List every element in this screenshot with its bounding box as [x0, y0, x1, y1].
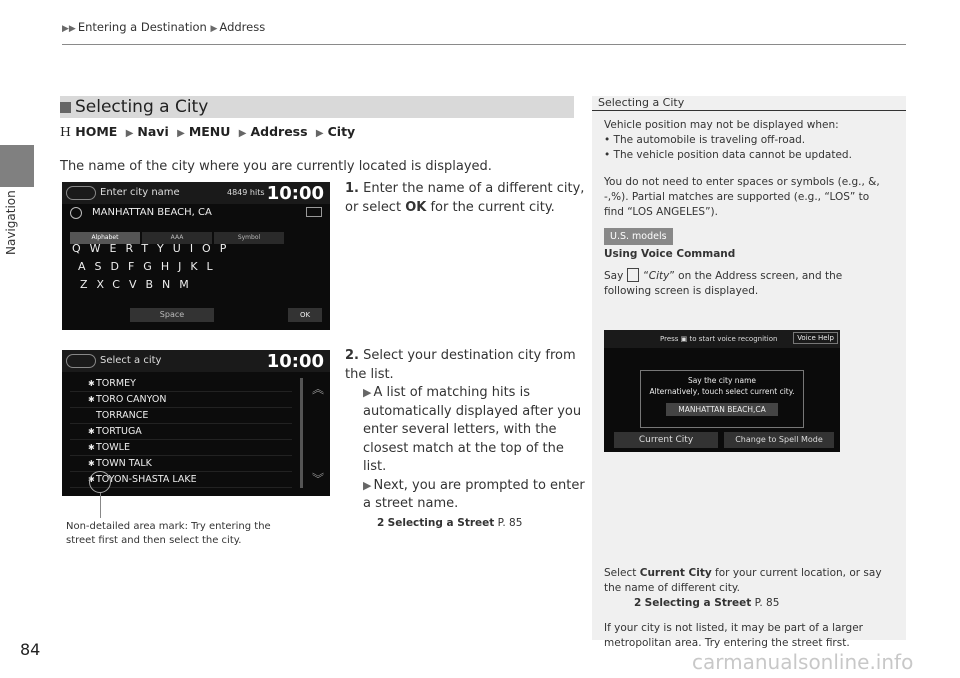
step-1: [345, 180, 585, 217]
list-item: TORRANCE: [70, 408, 292, 424]
highlight-circle: [89, 471, 111, 493]
voice-dialog: [640, 370, 804, 428]
current-city-button: Current City: [614, 432, 718, 448]
star-icon: ✱: [88, 379, 95, 388]
step-2: [345, 347, 585, 532]
tab-symbol: Symbol: [214, 232, 284, 244]
voice-city-field: MANHATTAN BEACH,CA: [666, 403, 777, 416]
sub-arrow-icon: ▶: [363, 386, 372, 399]
globe-icon: [70, 207, 82, 219]
star-icon: ✱: [88, 459, 95, 468]
callout-line: [100, 493, 101, 518]
list-item: ✱ TOWLE: [70, 440, 292, 456]
mark-caption: Non-detailed area mark: Try entering the street first and then select the city.: [66, 521, 271, 546]
breadcrumb-arrow-icon: ▶: [210, 24, 218, 34]
voice-line: Say the city name: [687, 376, 757, 385]
screen-title: Enter city name: [100, 187, 180, 198]
cross-reference[interactable]: 2 Selecting a Street P. 85: [377, 516, 523, 529]
voice-line: Alternatively, touch select current city.: [649, 387, 795, 396]
step-text: Select your destination city from the list.: [345, 348, 576, 382]
breadcrumb: [62, 20, 265, 34]
sub-step-text: Next, you are prompted to enter a street name.: [363, 477, 585, 511]
note-paragraph: If your city is not listed, it may be part of a larger metropolitan area. Try entering the street first.: [604, 622, 863, 649]
page-number: 84: [20, 640, 41, 659]
note-heading: Selecting a City: [592, 96, 906, 111]
star-icon: ✱: [88, 443, 95, 452]
select-text: Select Current City for your current location, or say the name of different city.: [604, 567, 882, 594]
home-icon: H: [60, 124, 71, 139]
voice-header: [604, 330, 840, 348]
path-arrow-icon: ▶: [177, 128, 185, 139]
note-body-2: [604, 566, 896, 651]
menu-path: [60, 124, 355, 139]
step-text: Enter the name of a different city, or select: [345, 181, 585, 215]
step-number: 1.: [345, 181, 359, 196]
hits-count: 4849 hits: [227, 188, 265, 197]
list-item: ✱ TORO CANYON: [70, 392, 292, 408]
talk-icon: [627, 268, 639, 282]
list-item: ✱ TORMEY: [70, 376, 292, 392]
square-bullet-icon: [60, 102, 71, 113]
screen-header: [62, 350, 330, 372]
path-item: MENU: [188, 124, 231, 139]
breadcrumb-arrow-icon: ▶▶: [62, 24, 76, 34]
list-item: ✱ TOYON-SHASTA LAKE: [70, 472, 292, 488]
note-body: [604, 118, 892, 299]
voice-title: Using Voice Command: [604, 248, 736, 260]
star-icon: ✱: [88, 395, 95, 404]
note-bullet: • The automobile is traveling off-road.: [604, 134, 806, 146]
delete-icon: [306, 207, 322, 217]
cross-reference[interactable]: 2 Selecting a Street P. 85: [634, 597, 780, 609]
star-icon: ✱: [88, 427, 95, 436]
path-item: Navi: [137, 124, 169, 139]
tab-alphabet: Alphabet: [70, 232, 140, 244]
note-line: Vehicle position may not be displayed when:: [604, 119, 839, 131]
watermark: carmanualsonline.info: [692, 650, 914, 674]
city-input-value: MANHATTAN BEACH, CA: [92, 207, 212, 218]
section-bar: [60, 96, 574, 118]
section-title: Selecting a City: [60, 96, 208, 118]
key-row: QWERTYUIOP: [72, 242, 236, 255]
path-arrow-icon: ▶: [125, 128, 134, 139]
note-bullet: • The vehicle position data cannot be updated.: [604, 149, 852, 161]
spell-mode-button: Change to Spell Mode: [724, 432, 834, 448]
breadcrumb-item[interactable]: Entering a Destination: [77, 20, 207, 34]
sub-step-text: A list of matching hits is automatically displayed after you enter several letters, with the closest match at the top of the list.: [363, 385, 582, 474]
header-divider: [62, 44, 906, 45]
nav-icons: [66, 354, 96, 368]
chapter-tab: [0, 145, 34, 187]
chevron-down-icon: ︾: [312, 472, 325, 486]
key-row: ZXCVBNM: [80, 278, 198, 291]
voice-help-button: Voice Help: [793, 332, 838, 344]
breadcrumb-item[interactable]: Address: [219, 20, 266, 34]
path-arrow-icon: ▶: [238, 128, 247, 139]
note-paragraph: You do not need to enter spaces or symbols (e.g., &, -,%). Partial matches are supported (e.g., “LOS” to find “LOS ANGELES”).: [604, 176, 880, 218]
sub-arrow-icon: ▶: [363, 478, 372, 492]
path-item: HOME: [75, 124, 118, 139]
step-number: 2.: [345, 348, 359, 363]
list-item: ✱ TOWN TALK: [70, 456, 292, 472]
clock: 10:00: [266, 351, 324, 372]
key-row: ASDFGHJKL: [78, 260, 222, 273]
voice-screenshot: [604, 330, 840, 452]
path-item: Address: [250, 124, 308, 139]
list-item: ✱ TORTUGA: [70, 424, 292, 440]
screen-header: [62, 182, 330, 204]
voice-instruction: Say “City” on the Address screen, and the following screen is displayed.: [604, 270, 843, 297]
intro-text: The name of the city where you are currently located is displayed.: [60, 159, 492, 174]
step-bold: OK: [405, 199, 427, 215]
path-item: City: [327, 124, 356, 139]
city-entry-screenshot: [62, 182, 330, 330]
scrollbar: [300, 378, 303, 488]
nav-icons: [66, 186, 96, 200]
star-icon: ✱: [88, 475, 95, 484]
voice-prompt: Press ▣ to start voice recognition: [660, 335, 778, 343]
chapter-label: Navigation: [4, 190, 18, 255]
keyboard-tabs: [70, 224, 322, 241]
model-badge: U.S. models: [604, 228, 673, 245]
screen-title: Select a city: [100, 355, 162, 366]
tab-aaa: AAA: [142, 232, 212, 244]
clock: 10:00: [266, 183, 324, 204]
step-text: for the current city.: [426, 199, 555, 215]
space-key: Space: [130, 308, 214, 322]
path-arrow-icon: ▶: [315, 128, 324, 139]
ok-key: OK: [288, 308, 322, 322]
chevron-up-icon: ︽: [312, 382, 325, 396]
